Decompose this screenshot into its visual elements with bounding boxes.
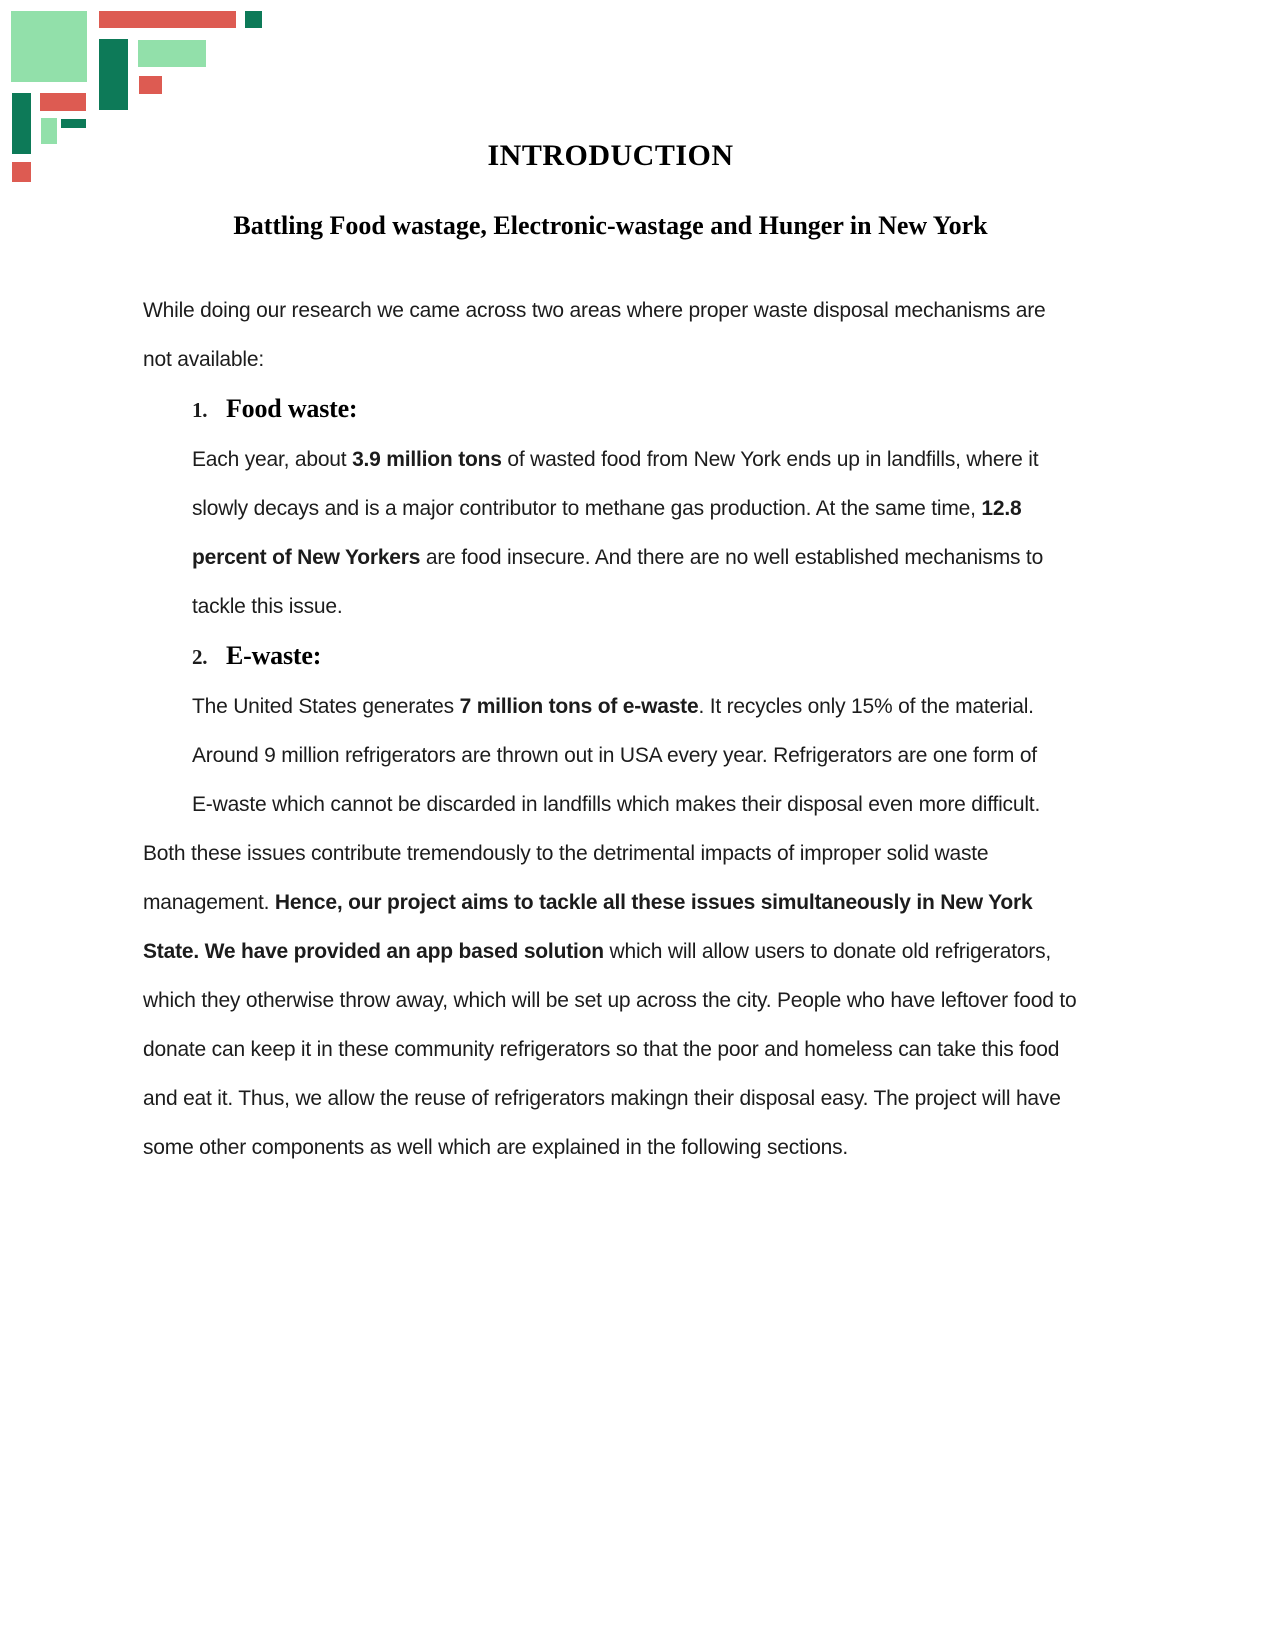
logo-block [139, 76, 162, 94]
logo-block [138, 40, 206, 67]
list-item-heading-text: E-waste: [226, 641, 322, 670]
list-item-heading [192, 631, 1078, 682]
text-segment-bold: 3.9 million tons [352, 448, 502, 471]
text-segment-bold: Hence, our project aims to tackle all these issues simultaneously in New York State. We have provided an app based solution [143, 891, 1033, 963]
closing-paragraph [143, 829, 1078, 1172]
text-segment-bold: 7 million tons of e-waste [459, 695, 699, 718]
text-segment: . It recycles only 15% of the material. Around 9 million refrigerators are thrown out in USA every year. Refrigerators are one form of E-waste which cannot be discarded in landfills which makes their disposal even more difficult. [192, 695, 1041, 816]
text-segment: The United States generates [192, 695, 460, 718]
logo-block [12, 93, 31, 154]
logo-block [12, 162, 31, 182]
logo-block [99, 39, 128, 110]
text-segment: Each year, about [192, 448, 353, 471]
document-body [143, 286, 1078, 1172]
text-segment: are food insecure. And there are no well established mechanisms to tackle this issue. [192, 546, 1044, 618]
logo-block [41, 118, 57, 144]
list-item-food-waste [143, 384, 1078, 631]
text-segment: which will allow users to donate old refrigerators, which they otherwise throw away, which will be set up across the city. People who have leftover food to donate can keep it in these community refrigerators so that the poor and homeless can take this food and eat it. Thus, we allow the reuse of refrigerators makingn their disposal easy. The project will have some other components as well which are explained in the following sections. [143, 940, 1077, 1159]
list-item-number: 2. [192, 645, 208, 669]
intro-paragraph: While doing our research we came across two areas where proper waste disposal mechanisms are not available: [143, 299, 1046, 371]
list-item-body [192, 435, 1054, 631]
list-item-number: 1. [192, 398, 208, 422]
text-segment-bold: 12.8 percent of New Yorkers [192, 497, 1022, 569]
list-item-heading-text: Food waste: [226, 394, 358, 423]
numbered-list [143, 384, 1078, 829]
list-item-body [192, 682, 1054, 829]
logo-block [61, 119, 86, 128]
document-subtitle: Battling Food wastage, Electronic-wastage and Hunger in New York [233, 211, 988, 240]
list-item-heading [192, 384, 1078, 435]
list-item-e-waste [143, 631, 1078, 829]
logo-block [11, 11, 87, 82]
logo-block [245, 11, 262, 28]
text-segment: of wasted food from New York ends up in landfills, where it slowly decays and is a major contributor to methane gas production. At the same time, [192, 448, 1039, 520]
document-title: INTRODUCTION [487, 139, 734, 172]
text-segment: Both these issues contribute tremendously to the detrimental impacts of improper solid waste management. [143, 842, 989, 914]
logo-block [99, 11, 236, 28]
logo-block [40, 93, 86, 111]
